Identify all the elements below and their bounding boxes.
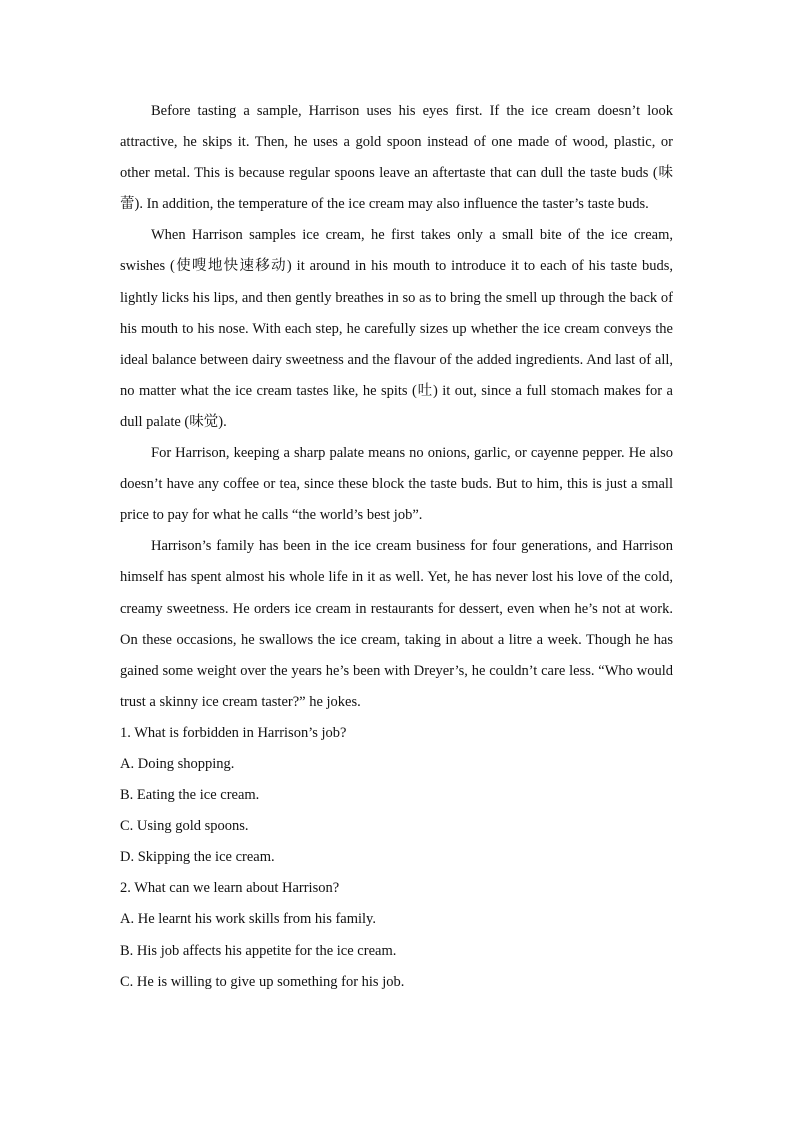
answer-option-a[interactable]: A. He learnt his work skills from his family. xyxy=(120,911,376,928)
document-page xyxy=(120,96,673,998)
answer-option-d[interactable]: D. Skipping the ice cream. xyxy=(120,849,275,866)
question-stem: 2. What can we learn about Harrison? xyxy=(120,880,340,897)
answer-option-a[interactable]: A. Doing shopping. xyxy=(120,755,235,772)
answer-option-c[interactable]: C. He is willing to give up something for his job. xyxy=(120,973,405,990)
question-stem: 1. What is forbidden in Harrison’s job? xyxy=(120,724,347,741)
answer-option-b[interactable]: B. Eating the ice cream. xyxy=(120,787,260,804)
reading-passage xyxy=(120,96,673,718)
passage-paragraph: For Harrison, keeping a sharp palate means no onions, garlic, or cayenne pepper. He also doesn’t have any coffee or tea, since these block the taste buds. But to him, this is just a small price to pay for what he calls “the world’s best job”. xyxy=(120,445,673,524)
passage-paragraph: When Harrison samples ice cream, he first takes only a small bite of the ice cream, swishes (使嗖地快速移动) it around in his mouth to introduce it to each of his taste buds, lightly licks his lips, and then gently breathes in so as to bring the smell up through the back of his mouth to his nose. With each step, he carefully sizes up whether the ice cream conveys the ideal balance between dairy sweetness and the flavour of the added ingredients. And last of all, no matter what the ice cream tastes like, he spits (吐) it out, since a full stomach makes for a dull palate (味觉). xyxy=(120,227,673,430)
answer-option-b[interactable]: B. His job affects his appetite for the ice cream. xyxy=(120,942,397,959)
question-2 xyxy=(120,873,673,997)
passage-paragraph: Harrison’s family has been in the ice cream business for four generations, and Harrison himself has spent almost his whole life in it as well. Yet, he has never lost his love of the cold, creamy sweetness. He orders ice cream in restaurants for dessert, even when he’s not at work. On these occasions, he swallows the ice cream, taking in about a litre a week. Though he has gained some weight over the years he’s been with Dreyer’s, he couldn’t care less. “Who would trust a skinny ice cream taster?” he jokes. xyxy=(120,538,673,710)
answer-option-c[interactable]: C. Using gold spoons. xyxy=(120,818,249,835)
question-1 xyxy=(120,718,673,873)
passage-paragraph: Before tasting a sample, Harrison uses his eyes first. If the ice cream doesn’t look attractive, he skips it. Then, he uses a gold spoon instead of one made of wood, plastic, or other metal. This is because regular spoons leave an aftertaste that can dull the taste buds (味蕾). In addition, the temperature of the ice cream may also influence the taster’s taste buds. xyxy=(120,103,673,213)
